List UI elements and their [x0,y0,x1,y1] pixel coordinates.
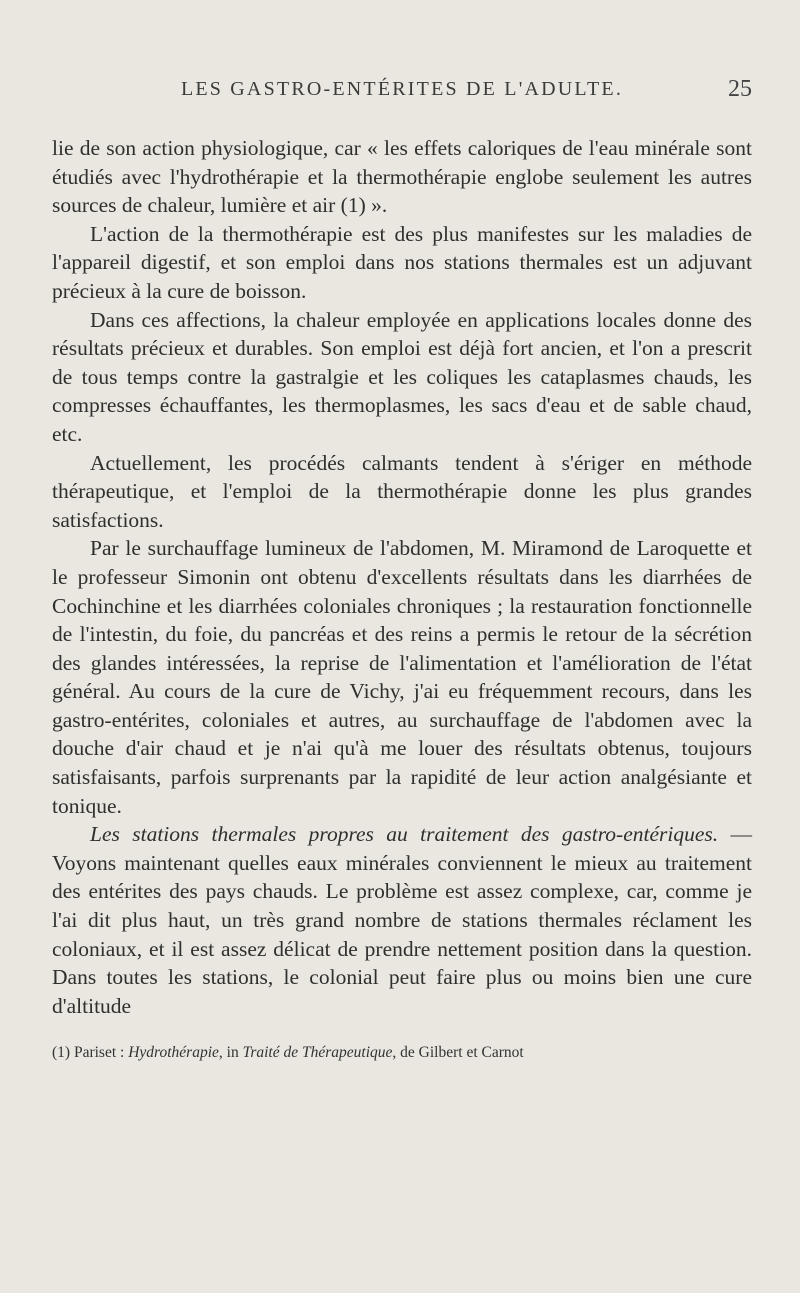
footnote-suffix: , de Gilbert et Carnot [392,1044,524,1062]
footnote-book-title: Traité de Thérapeutique [242,1044,393,1062]
page-header [52,78,752,108]
paragraph: Actuellement, les procédés calmants tendent à s'ériger en méthode thérapeutique, et l'emploi de la thermothérapie donne les plus grandes satisfactions. [52,450,752,532]
section-paragraph [52,820,752,1020]
footnote [52,1042,752,1064]
footnote-prefix: (1) Pariset : [52,1044,129,1062]
page-number: 25 [728,76,752,102]
footnote-middle: , in [218,1044,243,1062]
body-text [52,134,752,1020]
paragraph: Par le surchauffage lumineux de l'abdomen, M. Miramond de Laroquette et le professeur Simonin ont obtenu d'excellents résultats dans les diarrhées de Cochinchine et les diarrhées coloniales chroniques ; la restauration fonctionnelle de l'intestin, du foie, du pancréas et des reins a permis le retour de la sécrétion des glandes intéressées, la reprise de l'alimentation et l'amélioration de l'état général. Au cours de la cure de Vichy, j'ai eu fréquemment recours, dans les gastro-entérites, coloniales et autres, au surchauffage de l'abdomen avec la douche d'air chaud et je n'ai qu'à me louer des résultats obtenus, toujours satisfaisants, parfois surprenants par la rapidité de leur action analgésiante et tonique. [52,536,752,818]
paragraph-continuation: lie de son action physiologique, car « les effets caloriques de l'eau minérale sont étudiés avec l'hydrothérapie et la thermothérapie englobe seulement les autres sources de chaleur, lumière et air (1) ». [52,136,752,218]
running-title: LES GASTRO-ENTÉRITES DE L'ADULTE. [180,78,624,100]
paragraph: L'action de la thermothérapie est des plus manifestes sur les maladies de l'appareil digestif, et son emploi dans nos stations thermales est un adjuvant précieux à la cure de boisson. [52,221,752,303]
footnote-work-title: Hydrothérapie [128,1044,219,1062]
section-text: — Voyons maintenant quelles eaux minérales conviennent le mieux au traitement des entérites des pays chauds. Le problème est assez complexe, car, comme je l'ai dit plus haut, un très grand nombre de stations thermales réclament les coloniaux, et il est assez délicat de prendre nettement position dans la question. Dans toutes les stations, le colonial peut faire plus ou moins bien une cure d'altitude [52,822,752,1018]
section-title: Les stations thermales propres au traitement des gastro-entériques. [90,822,719,847]
paragraph: Dans ces affections, la chaleur employée en applications locales donne des résultats précieux et durables. Son emploi est déjà fort ancien, et l'on a prescrit de tous temps contre la gastralgie et les coliques les cataplasmes chauds, les compresses échauffantes, les thermoplasmes, les sacs d'eau et de sable chaud, etc. [52,307,752,446]
